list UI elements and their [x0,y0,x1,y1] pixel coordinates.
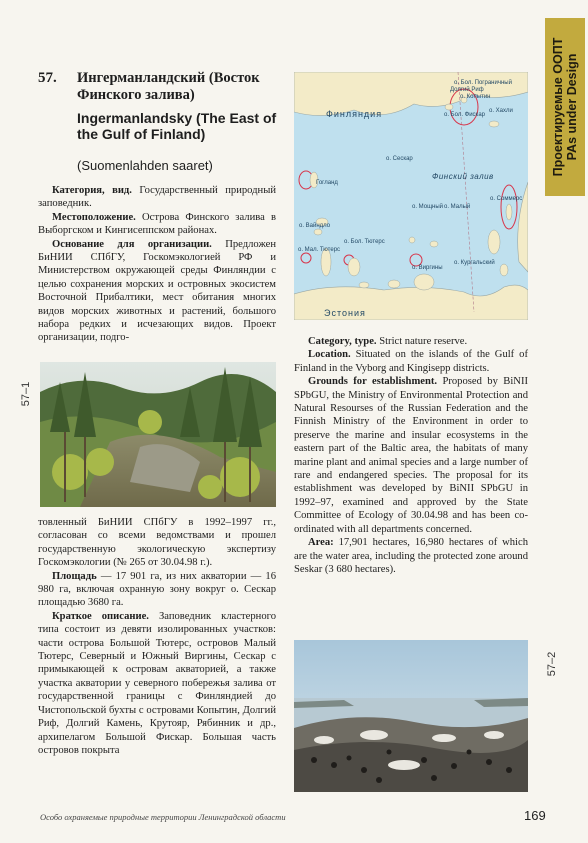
ru-category-text: Государственный природный заповедник. [38,185,276,210]
en-area-text: 17,901 hectares, 16,980 hectares of which are the water area, including the protected zone around Seskar (3 680 hectares). [294,537,528,575]
ru-grounds-text: Предложен БиНИИ СПбГУ, Госкомэкологией РФ и Министерством окружающей среды Финляндии с целью сохранения морских и островных экосистем Восточной Прибалтики, мест обитания многих видов морских животных и растений, большого набора редких и исчезающих видов. Проект организации, подго- [38,238,277,344]
map-label-island: Долгий Риф [450,87,484,93]
title-fi: (Suomenlahden saaret) [77,158,213,173]
en-grounds [294,375,528,536]
map-label-island: о. Виргины [412,265,443,271]
map-label-island: о. Вайндло [299,223,331,229]
ru-grounds [38,238,276,345]
map-label-island: о. Сескар [386,156,413,162]
map-label-island: о. Кургальский [454,260,495,266]
en-text-column [294,335,528,576]
forest-photo [40,362,276,507]
title-en: Ingermanlandsky (The East of the Gulf of Finland) [77,110,277,142]
ru-text-column-top [38,184,276,345]
en-location [294,348,528,375]
ru-area-label: Площадь [52,570,97,582]
map-label-gulf: Финский залив [432,172,494,181]
map-label-island: о. Мал. Тютерс [298,247,341,253]
en-area-label: Area: [308,537,334,549]
map-label-island: о. Соммерс [490,196,523,202]
map-label-finland: Финляндия [326,109,383,119]
ru-description-text: Заповедник кластерного типа состоит из девяти изолированных участков: части острова Большой Тютерс, островов Малый Тютерс, Северный и Южный Виргины, Сескар с примыкающей к островам акваторией, а также участка акватории у северного побережья залива от государственной границы с Финляндией до Чистопольской бухты с островами Копытин, Долгий Риф, Долгий Камень, Крутояр, Рябинник и др., архипелагом Большой Фискар. Большая часть островов покрыта [38,610,276,756]
map-label-island: о. Бол. Тютерс [344,239,385,245]
en-grounds-text: Proposed by BiNII SPbGU, the Ministry of Environmental Protection and Natural Resourses of the Russian Federation and the Finnish Ministry of the Environment in order to preserve the marine and insular ecosystems in the eastern part of the Baltic area, the habitats of many marine plant and animal species and a large number of rare and endangered species. The proposal for its establishment was developed by BiNII SPbGU in 1992–97, examined and approved by the State Committee of Ecology of 30.04.98 and has been co-ordinated with all departments concerned. [294,376,529,535]
shore-photo [294,640,528,792]
ru-description-label: Краткое описание. [52,610,149,622]
en-category-text: Strict nature reserve. [376,336,468,347]
photo-2-label: 57–2 [546,651,559,677]
ru-location [38,211,276,238]
map-label-island: Гогланд [316,180,338,186]
ru-grounds-continued: товленный БиНИИ СПбГУ в 1992–1997 гг., согласован со всеми ведомствами и прошел государственную экологическую экспертизу Госкомэкологии (№ 265 от 30.04.98 г.). [38,517,276,569]
ru-area-text: — 17 901 га, из них акватории — 16 980 га, включая охранную зону вокруг о. Сескар площадью 3680 га. [38,570,276,609]
page-number: 169 [524,808,546,823]
en-grounds-label: Grounds for establishment. [308,376,438,388]
ru-grounds-label: Основание для организации. [52,238,212,250]
section-tab-en: PAs under Design [565,53,579,161]
ru-area [38,570,276,610]
section-tab-label [551,38,579,177]
section-tab [545,18,585,196]
ru-category-label: Категория, вид. [52,185,132,196]
ru-location-label: Местоположение. [52,211,136,223]
border-line [458,72,474,312]
map-label-island: о. Бол. Фискар [444,112,485,118]
en-category [294,335,528,348]
forest-photo-image [40,362,276,507]
photo-1-label: 57–1 [20,381,33,407]
title-ru: Ингерманландский (Восток Финского залива) [77,70,260,103]
map-label-island: о. Малый [444,204,471,210]
map-label-island: о. Бол. Пограничный [454,80,512,86]
ru-category [38,184,276,211]
map-label-island: о. Мощный [412,204,443,210]
ru-text-column-bottom [38,516,276,757]
ru-location-text: Острова Финского залива в Выборгском и Кингисеппском районах. [38,211,276,237]
map-label-island: о. Хахли [489,108,513,114]
entry-number: 57. [38,70,57,86]
location-map [294,72,528,320]
en-location-text: Situated on the islands of the Gulf of Finland in the Vyborg and Kingisepp districts. [294,349,528,374]
footer-text: Особо охраняемые природные территории Ленинградской области [40,812,286,822]
en-location-label: Location. [308,349,351,361]
shore-photo-image [294,640,528,792]
map-label-island: о. Копытин [460,94,491,100]
en-category-label: Category, type. [308,336,377,347]
ru-description [38,610,276,757]
en-area [294,536,528,576]
section-tab-ru: Проектируемые ООПТ [551,37,565,177]
map-label-estonia: Эстония [324,308,366,318]
